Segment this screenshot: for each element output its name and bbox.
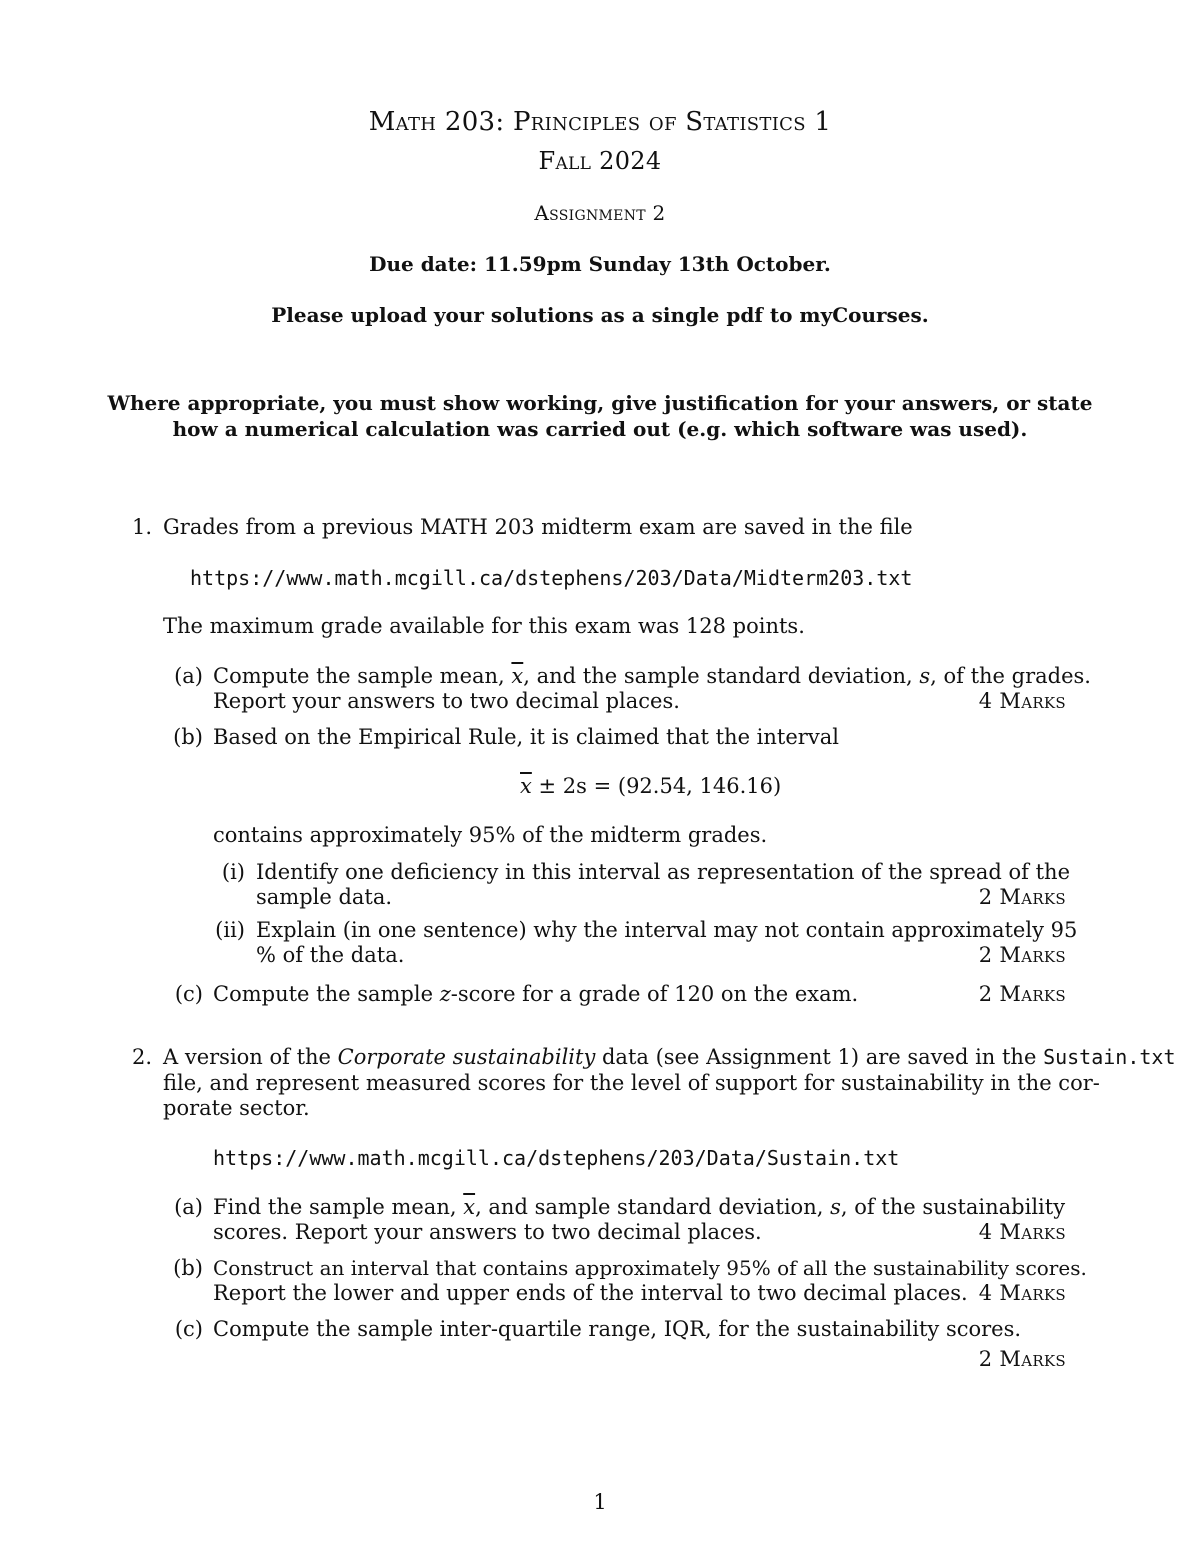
subpart-ii-line2: % of the data. [256, 943, 405, 967]
subpart-label: (i) [221, 860, 245, 884]
question-intro-line2: file, and represent measured scores for the level of support for sustainability in the cor- [163, 1071, 1100, 1095]
part-b-line1: Based on the Empirical Rule, it is claimed that the interval [213, 725, 839, 749]
page-title: Math 203: Principles of Statistics 1 [368, 107, 832, 137]
part-b-line2: contains approximately 95% of the midterm grades. [213, 823, 768, 847]
marks-label: 4 Marks [978, 1281, 1066, 1305]
question-number: 1. [131, 515, 152, 539]
part-c-line1: Compute the sample z-score for a grade of 120 on the exam. [213, 982, 859, 1006]
part-label: (a) [174, 664, 203, 688]
question-intro-line3: porate sector. [163, 1096, 310, 1120]
part-label: (b) [173, 725, 203, 749]
part-b-line1: Construct an interval that contains approximately 95% of all the sustainability scores. [213, 1256, 1087, 1280]
part-label: (a) [174, 1195, 203, 1219]
part-label: (c) [174, 1317, 203, 1341]
assignment-heading: Assignment 2 [534, 201, 666, 225]
question-intro-line1: A version of the Corporate sustainability data (see Assignment 1) are saved in the Sustain.txt [163, 1045, 1176, 1069]
marks-label: 4 Marks [978, 1220, 1066, 1244]
question-intro: Grades from a previous MATH 203 midterm exam are saved in the file [163, 515, 913, 539]
data-url: https://www.math.mcgill.ca/dstephens/203/Data/Sustain.txt [213, 1146, 900, 1170]
subpart-i-line2: sample data. [256, 885, 393, 909]
subpart-label: (ii) [215, 918, 245, 942]
part-a-line2: Report your answers to two decimal places. [213, 689, 680, 713]
marks-label: 2 Marks [978, 943, 1066, 967]
part-label: (c) [174, 982, 203, 1006]
due-date: Due date: 11.59pm Sunday 13th October. [369, 252, 831, 276]
working-note-line1: Where appropriate, you must show working, give justification for your answers, or state [107, 391, 1093, 415]
subpart-ii-line1: Explain (in one sentence) why the interval may not contain approximately 95 [256, 918, 1078, 942]
page-number: 1 [593, 1490, 607, 1514]
data-url: https://www.math.mcgill.ca/dstephens/203/Data/Midterm203.txt [190, 566, 913, 590]
question-text: The maximum grade available for this exam was 128 points. [163, 614, 805, 638]
part-b-line2: Report the lower and upper ends of the interval to two decimal places. [213, 1281, 968, 1305]
part-a-line1: Compute the sample mean, $\overline{x}$, and the sample standard deviation, s, of the grades. [213, 664, 1091, 688]
part-c-line1: Compute the sample inter-quartile range, IQR, for the sustainability scores. [213, 1317, 1022, 1341]
part-label: (b) [173, 1256, 203, 1280]
term-heading: Fall 2024 [538, 147, 662, 175]
working-note-line2: how a numerical calculation was carried out (e.g. which software was used). [172, 417, 1028, 441]
interval-equation: $\overline{x} \pm 2s = (92.54$, 146.16) [520, 774, 782, 798]
marks-label: 2 Marks [978, 982, 1066, 1006]
part-a-line2: scores. Report your answers to two decimal places. [213, 1220, 762, 1244]
upload-instruction: Please upload your solutions as a single pdf to myCourses. [271, 303, 929, 327]
subpart-i-line1: Identify one deficiency in this interval as representation of the spread of the [256, 860, 1071, 884]
marks-label: 4 Marks [978, 689, 1066, 713]
marks-label: 2 Marks [978, 1347, 1066, 1371]
marks-label: 2 Marks [978, 885, 1066, 909]
question-number: 2. [131, 1045, 152, 1069]
part-a-line1: Find the sample mean, $\overline{x}$, and sample standard deviation, s, of the sustainability [213, 1195, 1066, 1219]
